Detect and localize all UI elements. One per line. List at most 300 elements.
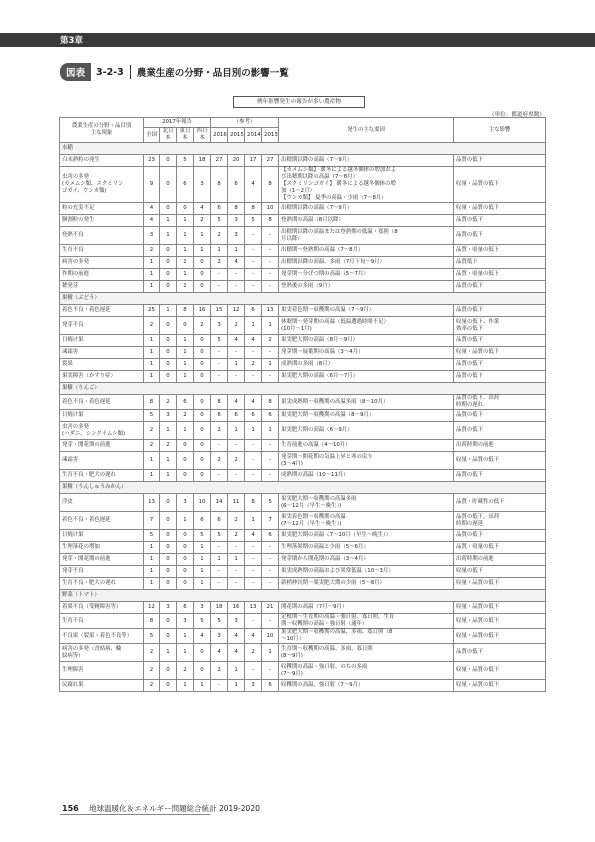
row-count: 2 — [228, 452, 245, 470]
row-count: 0 — [194, 347, 211, 359]
row-count: 6 — [194, 512, 211, 530]
row-count: 1 — [211, 245, 228, 257]
row-count: - — [228, 371, 245, 383]
row-count: 1 — [160, 422, 177, 440]
row-count: - — [262, 281, 279, 293]
row-count: 10 — [194, 494, 211, 512]
row-count: 10 — [262, 203, 279, 215]
row-count: 2 — [194, 317, 211, 335]
row-count: 6 — [262, 680, 279, 692]
row-count: - — [245, 257, 262, 269]
row-cause: 果実肥大期の高温（7〜10月（早生〜晩生）） — [279, 530, 454, 542]
row-count: 1 — [262, 359, 279, 371]
row-count: 1 — [228, 245, 245, 257]
row-count: - — [211, 578, 228, 590]
unit-note: （単位：都道府県数） — [489, 112, 545, 118]
row-count: 1 — [194, 542, 211, 554]
row-count: 2 — [177, 410, 194, 422]
row-count: 5 — [211, 530, 228, 542]
row-count: - — [228, 269, 245, 281]
row-cause: 生育期〜収穫期の高温、多雨、寡日照 (8〜9月) — [279, 644, 454, 662]
row-count: 0 — [160, 203, 177, 215]
row-count: - — [245, 347, 262, 359]
row-count: 0 — [160, 371, 177, 383]
row-impact: 収量・品質の低下 — [454, 614, 546, 629]
row-cause: 新梢伸長期〜果実肥大期の少雨（5〜8月） — [279, 578, 454, 590]
row-count: 2 — [211, 257, 228, 269]
header-west: 西日本 — [194, 128, 211, 143]
row-count: 1 — [160, 215, 177, 227]
row-count: 3 — [194, 167, 211, 203]
row-cause: 開花期の高温（7月〜9月） — [279, 602, 454, 614]
row-count: - — [245, 452, 262, 470]
row-count: 6 — [211, 410, 228, 422]
row-impact: 収量の低下 — [454, 566, 546, 578]
table-row — [60, 167, 546, 203]
table-row — [60, 566, 546, 578]
row-count: 0 — [177, 554, 194, 566]
row-count: - — [245, 566, 262, 578]
row-count: 0 — [160, 269, 177, 281]
row-count: 3 — [245, 680, 262, 692]
table-row — [60, 554, 546, 566]
row-count: 1 — [245, 317, 262, 335]
row-impact: 品質・収量の低下 — [454, 269, 546, 281]
row-item-name: 生育不良・肥大の遅れ — [60, 470, 144, 482]
row-item-name: 着色不良・着色遅延 — [60, 512, 144, 530]
row-cause: 果実肥大期〜収穫期の高温、多雨、寡日照（8 〜10月） — [279, 629, 454, 644]
row-count: 0 — [194, 452, 211, 470]
row-count: 1 — [211, 554, 228, 566]
table-row — [60, 257, 546, 269]
row-count: - — [262, 470, 279, 482]
row-item-name: 白未熟粒の発生 — [60, 155, 144, 167]
row-impact: 品質の低下 — [454, 305, 546, 317]
row-cause: 果実肥大期の高温（6〜9月） — [279, 422, 454, 440]
row-count: 0 — [177, 530, 194, 542]
row-count: 1 — [144, 281, 160, 293]
row-count: 12 — [228, 305, 245, 317]
row-count: 4 — [245, 530, 262, 542]
row-item-name: 尻腐れ果 — [60, 680, 144, 692]
row-count: 2 — [160, 440, 177, 452]
header-2015: 2015 — [228, 128, 245, 143]
table-row — [60, 530, 546, 542]
row-cause: 出穂期以降の高温または登熟期の低温・寡照（8 月以降） — [279, 227, 454, 245]
row-count: - — [228, 440, 245, 452]
row-impact: 収量・品質の低下 — [454, 347, 546, 359]
row-count: 0 — [194, 371, 211, 383]
row-count: 3 — [177, 494, 194, 512]
row-count: 6 — [177, 167, 194, 203]
row-count: 17 — [245, 155, 262, 167]
row-count: 0 — [194, 395, 211, 410]
row-impact: 品質低下 — [454, 257, 546, 269]
row-count: 0 — [177, 578, 194, 590]
row-count: 4 — [228, 629, 245, 644]
row-count: 20 — [228, 155, 245, 167]
row-item-name: 着色不良・着色遅延 — [60, 305, 144, 317]
row-item-name: 発芽不良 — [60, 566, 144, 578]
row-cause: 果実着色期〜収穫期の高温（7〜9月） — [279, 305, 454, 317]
row-count: - — [262, 554, 279, 566]
table-row — [60, 305, 546, 317]
row-count: 0 — [160, 680, 177, 692]
row-impact: 品質の低下 — [454, 335, 546, 347]
row-count: 2 — [144, 662, 160, 680]
row-impact: 品質の低下 — [454, 470, 546, 482]
row-count: - — [211, 680, 228, 692]
row-count: 0 — [194, 422, 211, 440]
table-row — [60, 335, 546, 347]
row-count: 0 — [194, 281, 211, 293]
row-impact: 品質の低下 — [454, 215, 546, 227]
row-count: 1 — [160, 452, 177, 470]
row-cause: 【カメムシ類】 暖冬による越冬個体の増加およ び出穂期以降の高温（7〜8月） 【スクミリンゴガイ】 暖冬による越冬個体の増 加（1〜2月） 【ウンカ類】 夏季の高温・少雨（7〜8月） — [279, 167, 454, 203]
row-cause: 果実肥大期〜収穫期の高温（8〜9月） — [279, 410, 454, 422]
row-impact: 収量・品質の低下 — [454, 203, 546, 215]
row-count: 1 — [228, 422, 245, 440]
row-count: 5 — [194, 530, 211, 542]
row-count: 0 — [160, 317, 177, 335]
row-item-name: 発芽不良 — [60, 317, 144, 335]
row-item-name: 登熟不良 — [60, 227, 144, 245]
row-cause: 発芽期から開花期の高温（3〜4月） — [279, 554, 454, 566]
header-ref: （参考） — [211, 118, 279, 128]
row-count: 2 — [194, 215, 211, 227]
row-count: 25 — [144, 305, 160, 317]
row-count: 7 — [262, 512, 279, 530]
row-impact: 品質の低下、出荷 時期の遅れ — [454, 395, 546, 410]
row-count: 8 — [262, 167, 279, 203]
chapter-bar — [0, 33, 595, 47]
impact-table — [59, 117, 546, 692]
row-count: - — [211, 347, 228, 359]
footer-rule — [60, 814, 210, 815]
row-count: 0 — [160, 542, 177, 554]
row-item-name: 果実障害（かすり症） — [60, 371, 144, 383]
row-count: 0 — [194, 644, 211, 662]
row-item-name: 発芽・開花期の前進 — [60, 554, 144, 566]
row-count: - — [211, 281, 228, 293]
table-row — [60, 512, 546, 530]
row-count: - — [211, 359, 228, 371]
chapter-label: 第3章 — [60, 36, 83, 46]
row-count: 1 — [177, 347, 194, 359]
row-count: 0 — [194, 257, 211, 269]
row-count: 5 — [211, 614, 228, 629]
row-count: - — [211, 566, 228, 578]
row-count: - — [262, 578, 279, 590]
row-count: 2 — [262, 335, 279, 347]
row-count: 6 — [177, 395, 194, 410]
row-count: 0 — [160, 578, 177, 590]
row-count: 1 — [177, 281, 194, 293]
row-count: 2 — [211, 452, 228, 470]
table-row — [60, 602, 546, 614]
row-count: - — [262, 245, 279, 257]
row-count: 6 — [228, 167, 245, 203]
row-count: 6 — [262, 410, 279, 422]
row-count: 6 — [245, 305, 262, 317]
row-count: 1 — [144, 257, 160, 269]
row-count: 0 — [160, 614, 177, 629]
row-count: 1 — [144, 269, 160, 281]
row-count: - — [211, 440, 228, 452]
table-row — [60, 227, 546, 245]
row-impact: 収量・品質の低下 — [454, 452, 546, 470]
table-row — [60, 215, 546, 227]
figure-badge: 図表 — [60, 63, 91, 81]
row-count: 1 — [177, 629, 194, 644]
row-count: 3 — [160, 602, 177, 614]
row-count: 0 — [160, 281, 177, 293]
row-impact: 品質の低下 — [454, 371, 546, 383]
row-count: 2 — [144, 644, 160, 662]
row-count: 8 — [245, 203, 262, 215]
header-east: 東日本 — [177, 128, 194, 143]
row-count: 2 — [228, 317, 245, 335]
row-count: 2 — [245, 644, 262, 662]
figure-number: 3-2-3 — [96, 66, 124, 78]
row-count: 1 — [228, 359, 245, 371]
row-count: 0 — [194, 470, 211, 482]
row-count: 0 — [177, 452, 194, 470]
header-impact: 主な影響 — [454, 118, 546, 143]
row-cause: 発芽期〜展葉期の高温（3〜4月） — [279, 347, 454, 359]
row-cause: 果実着色期〜収穫期の高温 (7〜12月（早生〜晩生）) — [279, 512, 454, 530]
row-count: 3 — [194, 602, 211, 614]
header-all: 全国 — [144, 128, 160, 143]
row-impact: 品質の低下 — [454, 644, 546, 662]
row-count: 1 — [144, 470, 160, 482]
row-count: 1 — [144, 578, 160, 590]
row-impact: 品質・収量の低下 — [454, 245, 546, 257]
row-item-name: 生理落花の増加 — [60, 542, 144, 554]
row-impact: 品質の低下 — [454, 422, 546, 440]
row-count: 1 — [194, 245, 211, 257]
row-count: 2 — [160, 395, 177, 410]
row-count: - — [245, 371, 262, 383]
row-count: 3 — [228, 215, 245, 227]
row-count: 5 — [262, 494, 279, 512]
row-cause: 出穂期以降の高温（7〜9月） — [279, 155, 454, 167]
row-count: 5 — [144, 530, 160, 542]
row-count: 0 — [194, 662, 211, 680]
row-count: 16 — [194, 305, 211, 317]
row-count: 4 — [245, 167, 262, 203]
row-count: 4 — [245, 335, 262, 347]
row-count: 1 — [262, 317, 279, 335]
row-count: 0 — [177, 440, 194, 452]
row-count: 0 — [160, 335, 177, 347]
row-count: 4 — [228, 257, 245, 269]
row-count: - — [262, 371, 279, 383]
row-count: 4 — [144, 215, 160, 227]
row-count: 18 — [211, 602, 228, 614]
table-row — [60, 245, 546, 257]
row-count: 1 — [144, 335, 160, 347]
row-count: 6 — [177, 602, 194, 614]
row-impact: 収量・品質の低下 — [454, 680, 546, 692]
row-item-name: 発芽・開花期の前進 — [60, 440, 144, 452]
table-row — [60, 203, 546, 215]
row-item-name: 病害の多発 — [60, 257, 144, 269]
row-count: 13 — [262, 305, 279, 317]
row-count: 8 — [144, 614, 160, 629]
row-count: 0 — [160, 566, 177, 578]
row-count: - — [245, 554, 262, 566]
row-count: 2 — [144, 422, 160, 440]
row-impact: 収量・品質の低下 — [454, 167, 546, 203]
row-count: - — [245, 614, 262, 629]
row-count: 2 — [245, 359, 262, 371]
row-count: 1 — [160, 470, 177, 482]
row-count: 27 — [262, 155, 279, 167]
row-count: 3 — [228, 227, 245, 245]
row-count: 4 — [194, 629, 211, 644]
table-body — [60, 143, 546, 692]
row-cause: 収穫期の高温、強日射（7〜9月） — [279, 680, 454, 692]
row-count: 1 — [228, 662, 245, 680]
row-cause: 生理落果期の高温と少雨（5〜6月） — [279, 542, 454, 554]
row-count: 1 — [177, 269, 194, 281]
row-count: 6 — [211, 203, 228, 215]
row-item-name: 生育不良 — [60, 245, 144, 257]
table-row — [60, 347, 546, 359]
row-count: 3 — [160, 410, 177, 422]
row-cause: 果実成熟期の高温および異常低温（10〜3月） — [279, 566, 454, 578]
row-count: 3 — [211, 317, 228, 335]
figure-title — [60, 63, 289, 81]
row-item-name: 日焼け果 — [60, 530, 144, 542]
row-count: - — [245, 281, 262, 293]
row-count: 8 — [211, 395, 228, 410]
header-north: 北日本 — [160, 128, 177, 143]
table-row — [60, 371, 546, 383]
row-count: 12 — [144, 602, 160, 614]
row-count: 5 — [245, 215, 262, 227]
row-impact: 品質の低下 — [454, 530, 546, 542]
row-cause: 果実肥大期の高温（6月〜7月） — [279, 371, 454, 383]
table-row — [60, 470, 546, 482]
row-count: 4 — [211, 644, 228, 662]
row-count: - — [262, 614, 279, 629]
row-count: 0 — [194, 269, 211, 281]
row-cause: 果実成熟期〜収穫期の高温多雨（8〜10月） — [279, 395, 454, 410]
row-count: - — [245, 542, 262, 554]
row-count: 1 — [262, 422, 279, 440]
row-count: - — [262, 566, 279, 578]
row-count: - — [228, 281, 245, 293]
table-row — [60, 359, 546, 371]
row-impact: 品質の低下 — [454, 155, 546, 167]
row-count: 5 — [144, 629, 160, 644]
row-count: 5 — [144, 410, 160, 422]
row-count: 11 — [228, 494, 245, 512]
row-count: 1 — [177, 215, 194, 227]
row-count: 14 — [211, 494, 228, 512]
row-count: 0 — [160, 662, 177, 680]
row-count: 13 — [245, 602, 262, 614]
row-count: 2 — [228, 530, 245, 542]
row-count: 6 — [228, 410, 245, 422]
row-count: 5 — [194, 614, 211, 629]
row-count: - — [245, 662, 262, 680]
header-item: 農業生産の分野・品目別 主な現象 — [60, 118, 144, 143]
table-row — [60, 578, 546, 590]
section-row — [60, 293, 546, 305]
row-item-name: 凍霜害 — [60, 347, 144, 359]
row-item-name: 病害の多発（青枯病、輪 紋病等） — [60, 644, 144, 662]
row-count: 1 — [245, 512, 262, 530]
row-count: - — [211, 269, 228, 281]
row-impact: 収量の低下、作業 効率の低下 — [454, 317, 546, 335]
row-count: 2 — [144, 440, 160, 452]
row-count: - — [228, 347, 245, 359]
section-row — [60, 143, 546, 155]
row-item-name: 穂発芽 — [60, 281, 144, 293]
row-count: 0 — [194, 335, 211, 347]
row-impact: 品質の低下 — [454, 281, 546, 293]
row-count: 0 — [177, 203, 194, 215]
row-count: 0 — [160, 347, 177, 359]
header-2017: 2017年報告 — [144, 118, 211, 128]
row-count: 2 — [211, 662, 228, 680]
row-count: 0 — [194, 410, 211, 422]
row-item-name: 作期の前進 — [60, 269, 144, 281]
row-item-name: 虫害の多発 (カメムシ類、スクミリン ゴガイ、ウンカ類) — [60, 167, 144, 203]
row-count: 16 — [228, 602, 245, 614]
table-row — [60, 440, 546, 452]
row-count: 0 — [194, 359, 211, 371]
row-cause: 登熟期の高温（8月以降） — [279, 215, 454, 227]
row-count: 1 — [177, 227, 194, 245]
row-count: - — [262, 452, 279, 470]
row-count: 1 — [262, 644, 279, 662]
row-count: 27 — [211, 155, 228, 167]
row-count: - — [262, 347, 279, 359]
row-impact: 出荷時期の前進 — [454, 440, 546, 452]
row-impact: 品質・貯蔵性の低下 — [454, 494, 546, 512]
row-impact: 品質の低下 — [454, 227, 546, 245]
table-row — [60, 155, 546, 167]
row-count: 8 — [177, 305, 194, 317]
row-count: 5 — [177, 155, 194, 167]
row-count: 23 — [144, 155, 160, 167]
header-2016: 2016 — [211, 128, 228, 143]
row-count: 1 — [177, 644, 194, 662]
row-count: - — [228, 470, 245, 482]
row-count: - — [245, 578, 262, 590]
section-title: 果樹（うんしゅうみかん） — [60, 482, 546, 494]
table-row — [60, 410, 546, 422]
row-count: 2 — [144, 317, 160, 335]
row-count: 13 — [144, 494, 160, 512]
row-item-name: 凍霜害 — [60, 452, 144, 470]
row-cause: 定植期〜生育期の高温・強日射、寡日照、生育 期〜収穫期の高温・強日射（通年） — [279, 614, 454, 629]
row-count: 1 — [177, 335, 194, 347]
row-count: - — [262, 227, 279, 245]
row-count: 2 — [177, 662, 194, 680]
row-count: 0 — [160, 530, 177, 542]
row-item-name: 粒の充実不足 — [60, 203, 144, 215]
row-count: 10 — [262, 629, 279, 644]
row-count: 5 — [211, 215, 228, 227]
row-count: 0 — [160, 257, 177, 269]
row-item-name: 日焼け果 — [60, 335, 144, 347]
row-count: 3 — [177, 614, 194, 629]
